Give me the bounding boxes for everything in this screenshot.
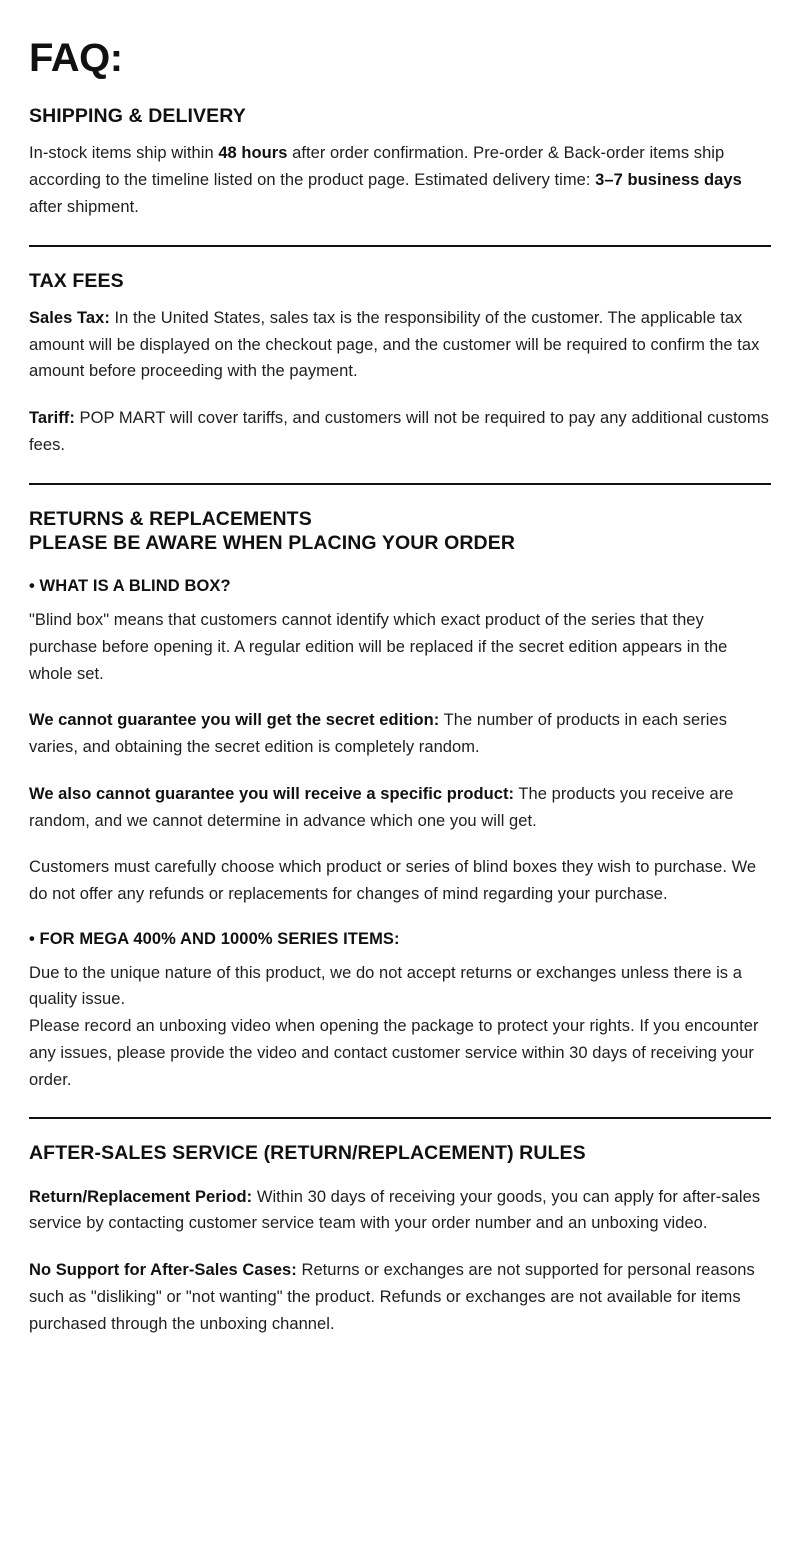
divider — [29, 245, 771, 247]
section-heading: AFTER-SALES SERVICE (RETURN/REPLACEMENT) RULES — [29, 1142, 586, 1165]
section-heading: TAX FEES — [29, 269, 124, 292]
mega-series-body — [29, 960, 771, 1094]
paragraph: Return/Replacement Period: Within 30 days of receiving your goods, you can apply for after-sales service by contacting customer service team with your order number and an unboxing video. — [29, 1187, 761, 1233]
paragraph: We cannot guarantee you will get the secret edition: The number of products in each series varies, and obtaining the secret edition is completely random. — [29, 711, 728, 757]
subsection-heading-mega-series: • FOR MEGA 400% AND 1000% SERIES ITEMS: — [29, 929, 400, 948]
section-after-sales-service — [29, 1141, 771, 1337]
divider — [29, 1117, 771, 1119]
page-title: FAQ: — [29, 36, 123, 80]
section-heading-line-2: PLEASE BE AWARE WHEN PLACING YOUR ORDER — [29, 531, 516, 554]
paragraph: "Blind box" means that customers cannot identify which exact product of the series that they purchase before opening it. A regular edition will be replaced if the secret edition appears in the whole set. — [29, 611, 728, 683]
section-heading — [29, 507, 771, 556]
paragraph: Sales Tax: In the United States, sales tax is the responsibility of the customer. The applicable tax amount will be displayed on the checkout page, and the customer will be required to confirm the tax amount before proceeding with the payment. — [29, 308, 760, 381]
paragraph: In-stock items ship within 48 hours after order confirmation. Pre-order & Back-order items ship according to the timeline listed on the product page. Estimated delivery time: 3–7 business days after shipment. — [29, 144, 742, 216]
section-heading-line-1: RETURNS & REPLACEMENTS — [29, 507, 312, 530]
paragraph: We also cannot guarantee you will receive a specific product: The products you receive are random, and we cannot determine in advance which one you will get. — [29, 784, 734, 830]
divider — [29, 483, 771, 485]
paragraph: Tariff: POP MART will cover tariffs, and customers will not be required to pay any additional customs fees. — [29, 409, 769, 454]
section-heading: SHIPPING & DELIVERY — [29, 105, 246, 127]
section-returns-replacements — [29, 507, 771, 1094]
section-tax-fees — [29, 269, 771, 459]
paragraph: Due to the unique nature of this product, we do not accept returns or exchanges unless there is a quality issue. — [29, 963, 742, 1009]
section-shipping-delivery — [29, 104, 771, 221]
paragraph: Customers must carefully choose which product or series of blind boxes they wish to purchase. We do not offer any refunds or replacements for changes of mind regarding your purchase. — [29, 858, 757, 903]
subsection-heading-blind-box: • WHAT IS A BLIND BOX? — [29, 577, 231, 596]
paragraph: Please record an unboxing video when opening the package to protect your rights. If you encounter any issues, please provide the video and contact customer service within 30 days of receiving your order. — [29, 1017, 759, 1089]
paragraph: No Support for After-Sales Cases: Returns or exchanges are not supported for personal reasons such as "disliking" or "not wanting" the product. Refunds or exchanges are not available for items purchased through the unboxing channel. — [29, 1261, 755, 1333]
